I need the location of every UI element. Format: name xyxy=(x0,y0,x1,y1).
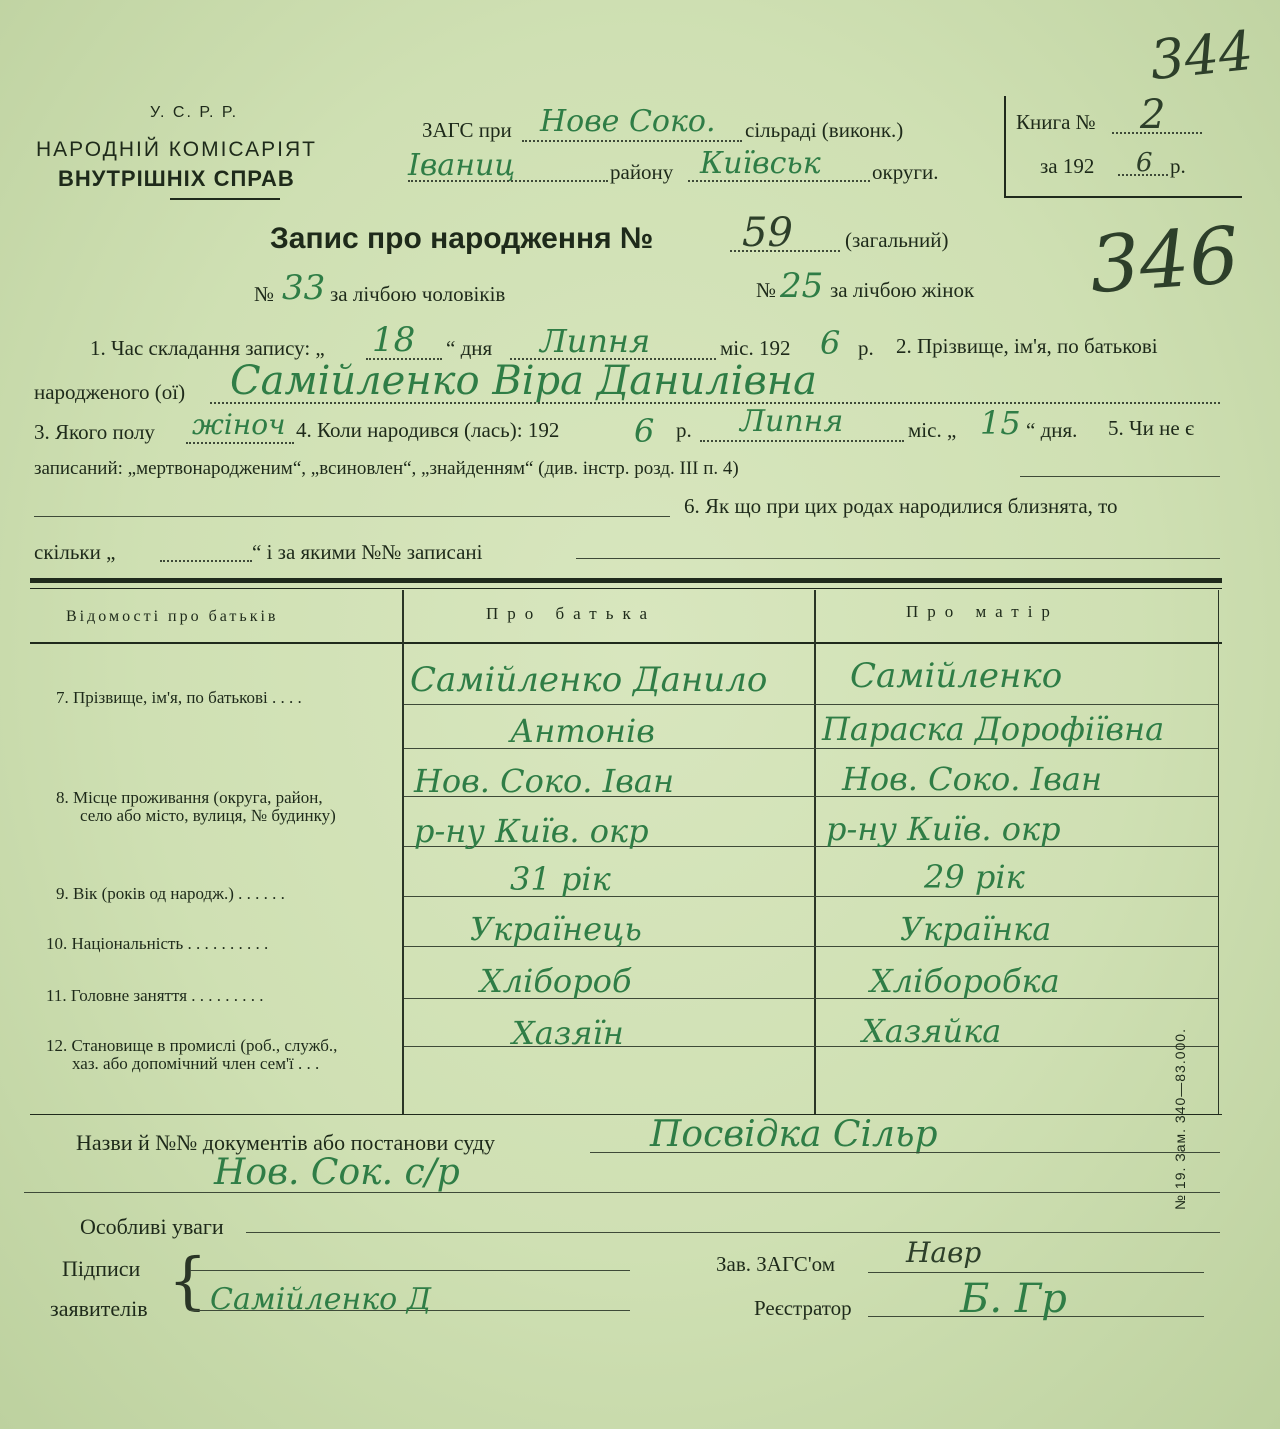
okrug-value: Київськ xyxy=(700,146,821,181)
archive-mark-side: 346 xyxy=(1087,210,1242,312)
f4-r: р. xyxy=(676,418,692,442)
row-label-status-2: хаз. або допомічний член сем'ї . . . xyxy=(72,1054,320,1073)
record-title: Запис про народження № xyxy=(270,222,654,255)
documents-value-2: Нов. Сок. с/р xyxy=(214,1152,460,1193)
father-age: 31 рік xyxy=(510,860,611,898)
record-general: (загальний) xyxy=(845,228,949,252)
f4-month-line xyxy=(700,440,904,442)
f4-dnia: “ дня. xyxy=(1026,418,1078,442)
f6-count-line xyxy=(160,560,252,562)
f1-end: р. xyxy=(858,336,874,360)
f1-year: 6 xyxy=(820,324,841,362)
col-header-parents: Відомості про батьків xyxy=(66,608,279,625)
father-surname: Самійленко Данило xyxy=(410,660,768,700)
father-status: Хазяїн xyxy=(512,1014,624,1052)
row-label-age: 9. Вік (років од народж.) . . . . . . xyxy=(56,884,285,903)
documents-line-2 xyxy=(24,1192,1220,1193)
mother-age: 29 рік xyxy=(924,858,1025,896)
f6-line2b: “ і за якими №№ записані xyxy=(252,540,483,564)
mother-name-patronymic: Параска Дорофіївна xyxy=(822,710,1165,748)
row-label-status: 12. Становище в промислі (роб., служб., xyxy=(46,1036,338,1055)
zags-line xyxy=(522,140,742,142)
male-count-label: за лічбою чоловіків xyxy=(330,282,506,306)
book-year-label: за 192 xyxy=(1040,154,1095,178)
table-col-divider-1 xyxy=(402,590,404,1114)
row-label-nationality: 10. Національність . . . . . . . . . . xyxy=(46,934,269,953)
f1-mid: “ дня xyxy=(446,336,493,360)
side-print: № 19. Зам. 340—83.000. xyxy=(1172,1028,1188,1210)
father-occupation: Хлібороб xyxy=(480,962,632,1000)
col-header-mother: Про матір xyxy=(906,602,1059,621)
f6-line2a: скільки „ xyxy=(34,540,116,564)
signature-line-1 xyxy=(190,1270,630,1271)
commissariat-line1: НАРОДНІЙ КОМІСАРІЯТ xyxy=(36,138,317,161)
f3-value: жіноч xyxy=(192,408,286,441)
head-label: Зав. ЗАГС'ом xyxy=(716,1252,835,1276)
row-label-residence: 8. Місце проживання (округа, район, xyxy=(56,788,323,807)
row-label-residence-2: село або місто, вулиця, № будинку) xyxy=(80,806,336,825)
signatures-brace: { xyxy=(168,1244,208,1317)
applicant-signature: Самійленко Д xyxy=(210,1282,432,1317)
father-patronymic: Антонів xyxy=(510,712,655,750)
father-residence-2: р-ну Київ. окр xyxy=(414,812,649,850)
registrar-label: Реєстратор xyxy=(754,1296,852,1320)
table-top-thin-rule xyxy=(30,588,1222,589)
record-number-line xyxy=(730,250,840,252)
mother-occupation: Хліборобка xyxy=(870,962,1060,1000)
table-bottom-rule xyxy=(30,1114,1222,1115)
registrar-signature: Б. Гр xyxy=(960,1276,1067,1322)
f1-year-label: міс. 192 xyxy=(720,336,791,360)
col-header-father: Про батька xyxy=(486,604,657,623)
table-top-thick-rule xyxy=(30,578,1222,583)
table-header-rule xyxy=(30,642,1222,644)
f5-answer-line xyxy=(1020,476,1220,477)
born-label: народженого (ої) xyxy=(34,380,186,404)
zags-value: Нове Соко. xyxy=(540,104,716,139)
commissariat-line2: ВНУТРІШНІХ СПРАВ xyxy=(58,166,295,191)
male-count-prefix: № xyxy=(254,282,275,306)
head-line xyxy=(868,1272,1204,1273)
f1-day: 18 xyxy=(372,320,416,360)
signatures-label-2: заявителів xyxy=(50,1296,148,1321)
father-nationality: Українець xyxy=(470,910,642,948)
book-year-value: 6 xyxy=(1136,148,1153,178)
f2-label: 2. Прізвище, ім'я, по батькові xyxy=(896,334,1158,358)
table-right-edge xyxy=(1218,590,1219,1114)
raionu-label: району xyxy=(610,160,674,184)
row-label-occupation: 11. Головне заняття . . . . . . . . . xyxy=(46,986,264,1005)
district-value: Іваниц xyxy=(408,148,516,183)
f5-line2: записаний: „мертвонародженим“, „всиновлен“, „знайденням“ (див. інстр. розд. ІІІ п. 4) xyxy=(34,458,739,479)
table-col-divider-2 xyxy=(814,590,816,1114)
okrug-line xyxy=(688,180,870,182)
documents-label: Назви й №№ документів або постанови суду xyxy=(76,1130,496,1155)
f6-answer-line xyxy=(576,558,1220,559)
head-signature: Навр xyxy=(906,1236,982,1269)
f4-month: Липня xyxy=(740,404,844,439)
record-number: 59 xyxy=(742,210,793,256)
f4-day: 15 xyxy=(980,404,1021,442)
book-label: Книга № xyxy=(1016,110,1096,134)
notes-label: Особливі уваги xyxy=(80,1214,224,1239)
f3-label: 3. Якого полу xyxy=(34,420,155,444)
f5-continuation-line xyxy=(34,516,670,517)
district-line xyxy=(408,180,608,182)
row-label-name: 7. Прізвище, ім'я, по батькові . . . . xyxy=(56,688,302,707)
okrugy-label: округи. xyxy=(872,160,939,184)
ussr-label: У. С. Р. Р. xyxy=(150,104,239,121)
f6-label: 6. Як що при цих родах народилися близнята, то xyxy=(684,494,1118,518)
f1-month: Липня xyxy=(540,322,651,360)
female-count: 25 xyxy=(780,266,824,306)
male-count: 33 xyxy=(282,268,326,308)
header-underline xyxy=(170,198,280,200)
f4-mis: міс. „ xyxy=(908,418,957,442)
f3-line xyxy=(186,442,294,444)
mother-nationality: Українка xyxy=(900,910,1052,948)
f5-label: 5. Чи не є xyxy=(1108,416,1194,440)
documents-line-1 xyxy=(590,1152,1220,1153)
father-residence-1: Нов. Соко. Іван xyxy=(414,762,675,800)
mother-surname: Самійленко xyxy=(850,656,1063,696)
born-value: Самійленко Віра Данилівна xyxy=(230,358,817,404)
row-line xyxy=(404,704,1218,705)
book-year-suffix: р. xyxy=(1170,154,1186,178)
f4-year: 6 xyxy=(634,412,655,450)
mother-residence-2: р-ну Київ. окр xyxy=(826,810,1061,848)
f1-label: 1. Час складання запису: „ xyxy=(90,336,325,360)
mother-residence-1: Нов. Соко. Іван xyxy=(842,760,1103,798)
documents-value-1: Посвідка Сільр xyxy=(650,1114,938,1155)
silradi-label: сільраді (виконк.) xyxy=(745,118,904,142)
born-line xyxy=(210,402,1220,404)
archive-mark-top: 344 xyxy=(1146,18,1257,93)
signatures-label-1: Підписи xyxy=(62,1256,141,1281)
mother-status: Хазяйка xyxy=(862,1012,1002,1050)
female-count-prefix: № xyxy=(756,278,777,302)
female-count-label: за лічбою жінок xyxy=(830,278,975,302)
book-number: 2 xyxy=(1140,92,1166,138)
f4-label: 4. Коли народився (лась): 192 xyxy=(296,418,560,442)
notes-line xyxy=(246,1232,1220,1233)
zags-label: ЗАГС при xyxy=(422,118,512,142)
